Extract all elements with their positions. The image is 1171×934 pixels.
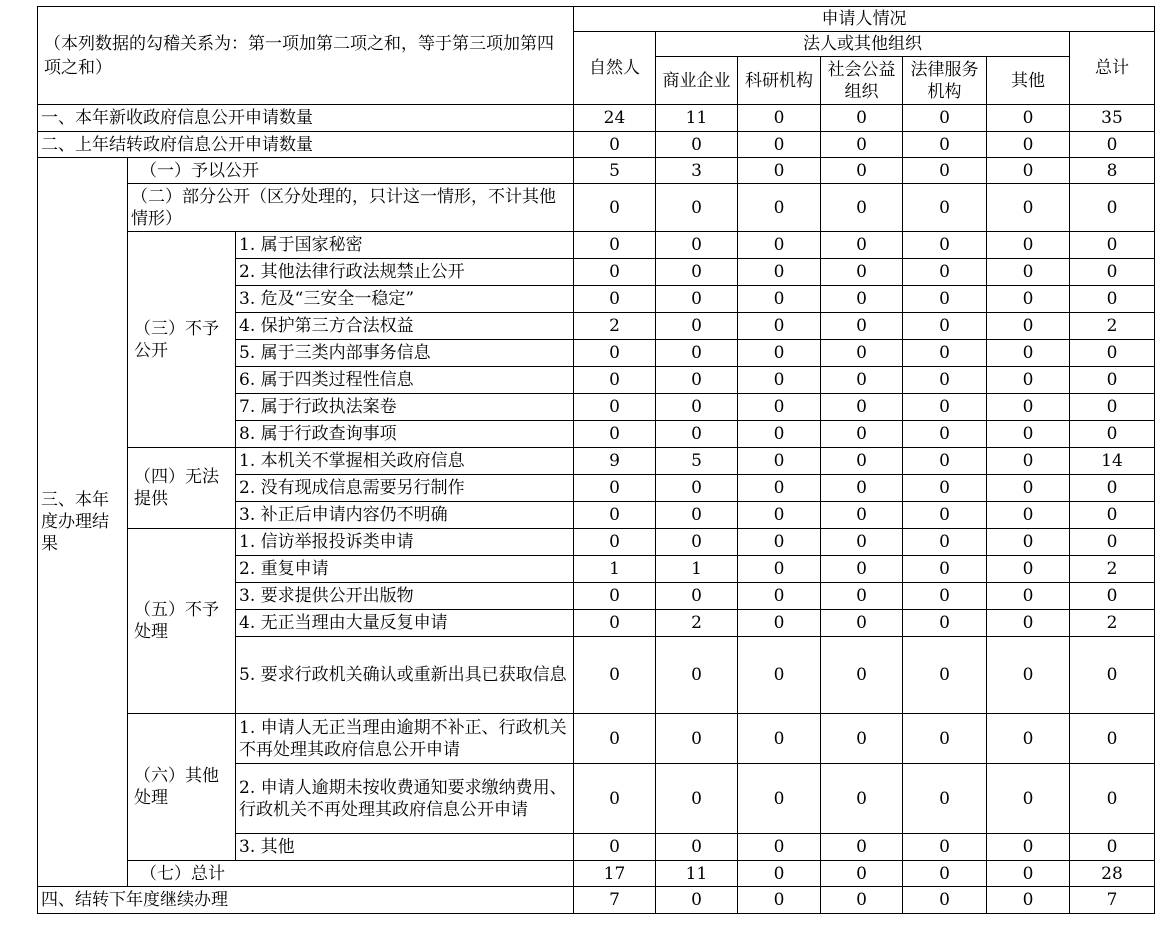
value-cell: 0 [656, 286, 738, 313]
value-cell: 0 [738, 475, 821, 502]
value-cell: 0 [903, 529, 987, 556]
value-cell: 0 [821, 394, 903, 421]
header-org-col: 其他 [987, 57, 1070, 105]
value-cell: 0 [574, 529, 656, 556]
value-cell: 0 [1070, 637, 1155, 714]
item-label: 5. 属于三类内部事务信息 [236, 340, 574, 367]
value-cell: 0 [574, 764, 656, 834]
value-cell: 0 [738, 583, 821, 610]
value-cell: 0 [574, 834, 656, 861]
value-cell: 0 [1070, 714, 1155, 764]
value-cell: 0 [903, 714, 987, 764]
item-label: 1. 属于国家秘密 [236, 232, 574, 259]
group-label: （三）不予公开 [128, 232, 236, 448]
value-cell: 0 [821, 448, 903, 475]
value-cell: 0 [1070, 259, 1155, 286]
header-org-col: 法律服务机构 [903, 57, 987, 105]
item-label: 4. 无正当理由大量反复申请 [236, 610, 574, 637]
value-cell: 0 [656, 714, 738, 764]
value-cell: 0 [987, 158, 1070, 184]
value-cell: 0 [738, 714, 821, 764]
row-label: 二、上年结转政府信息公开申请数量 [38, 132, 574, 158]
value-cell: 0 [738, 184, 821, 232]
value-cell: 0 [574, 367, 656, 394]
value-cell: 0 [738, 340, 821, 367]
value-cell: 8 [1070, 158, 1155, 184]
value-cell: 0 [574, 184, 656, 232]
value-cell: 0 [738, 105, 821, 132]
value-cell: 0 [987, 861, 1070, 887]
value-cell: 0 [738, 887, 821, 914]
value-cell: 0 [903, 502, 987, 529]
value-cell: 0 [738, 764, 821, 834]
value-cell: 0 [821, 764, 903, 834]
value-cell: 28 [1070, 861, 1155, 887]
value-cell: 0 [903, 232, 987, 259]
value-cell: 0 [656, 421, 738, 448]
value-cell: 0 [738, 232, 821, 259]
value-cell: 0 [987, 834, 1070, 861]
header-org-col: 商业企业 [656, 57, 738, 105]
value-cell: 0 [1070, 502, 1155, 529]
header-natural: 自然人 [574, 32, 656, 105]
value-cell: 0 [1070, 232, 1155, 259]
item-label: 3. 补正后申请内容仍不明确 [236, 502, 574, 529]
value-cell: 0 [987, 475, 1070, 502]
value-cell: 0 [903, 610, 987, 637]
value-cell: 0 [574, 583, 656, 610]
value-cell: 0 [738, 529, 821, 556]
value-cell: 0 [821, 184, 903, 232]
value-cell: 0 [1070, 475, 1155, 502]
value-cell: 0 [903, 105, 987, 132]
value-cell: 2 [1070, 556, 1155, 583]
value-cell: 0 [574, 637, 656, 714]
value-cell: 0 [738, 367, 821, 394]
value-cell: 0 [574, 232, 656, 259]
value-cell: 0 [987, 105, 1070, 132]
value-cell: 0 [987, 259, 1070, 286]
value-cell: 0 [903, 367, 987, 394]
value-cell: 0 [656, 887, 738, 914]
value-cell: 0 [738, 502, 821, 529]
row-label: 一、本年新收政府信息公开申请数量 [38, 105, 574, 132]
group-label: （四）无法提供 [128, 448, 236, 529]
value-cell: 0 [656, 394, 738, 421]
value-cell: 0 [1070, 132, 1155, 158]
value-cell: 3 [656, 158, 738, 184]
value-cell: 0 [574, 475, 656, 502]
value-cell: 2 [656, 610, 738, 637]
item-label: 2. 申请人逾期未按收费通知要求缴纳费用、行政机关不再处理其政府信息公开申请 [236, 764, 574, 834]
item-label: 7. 属于行政执法案卷 [236, 394, 574, 421]
value-cell: 7 [1070, 887, 1155, 914]
value-cell: 0 [821, 714, 903, 764]
item-label: 1. 本机关不掌握相关政府信息 [236, 448, 574, 475]
group-label: （五）不予处理 [128, 529, 236, 714]
value-cell: 0 [656, 529, 738, 556]
item-label: 2. 重复申请 [236, 556, 574, 583]
item-label: 3. 其他 [236, 834, 574, 861]
value-cell: 24 [574, 105, 656, 132]
value-cell: 0 [987, 232, 1070, 259]
value-cell: 0 [738, 610, 821, 637]
value-cell: 14 [1070, 448, 1155, 475]
value-cell: 1 [574, 556, 656, 583]
value-cell: 0 [903, 158, 987, 184]
value-cell: 7 [574, 887, 656, 914]
row-label: （一）予以公开 [128, 158, 574, 184]
value-cell: 0 [1070, 529, 1155, 556]
value-cell: 0 [821, 529, 903, 556]
value-cell: 0 [821, 637, 903, 714]
row-label: （二）部分公开（区分处理的，只计这一情形，不计其他情形） [128, 184, 574, 232]
item-label: 3. 危及“三安全一稳定” [236, 286, 574, 313]
value-cell: 0 [738, 132, 821, 158]
value-cell: 0 [656, 637, 738, 714]
value-cell: 0 [821, 259, 903, 286]
value-cell: 0 [1070, 286, 1155, 313]
value-cell: 0 [987, 394, 1070, 421]
value-cell: 0 [821, 887, 903, 914]
item-label: 1. 信访举报投诉类申请 [236, 529, 574, 556]
value-cell: 0 [821, 610, 903, 637]
value-cell: 0 [1070, 421, 1155, 448]
value-cell: 0 [903, 583, 987, 610]
value-cell: 0 [903, 184, 987, 232]
value-cell: 0 [574, 502, 656, 529]
value-cell: 0 [738, 861, 821, 887]
value-cell: 0 [903, 259, 987, 286]
value-cell: 0 [821, 502, 903, 529]
value-cell: 0 [987, 637, 1070, 714]
value-cell: 0 [987, 610, 1070, 637]
value-cell: 0 [574, 259, 656, 286]
value-cell: 0 [738, 313, 821, 340]
value-cell: 0 [987, 764, 1070, 834]
value-cell: 0 [574, 610, 656, 637]
value-cell: 5 [656, 448, 738, 475]
value-cell: 0 [821, 313, 903, 340]
table-body [38, 7, 1155, 914]
value-cell: 17 [574, 861, 656, 887]
value-cell: 0 [656, 232, 738, 259]
value-cell: 0 [738, 286, 821, 313]
value-cell: 0 [656, 475, 738, 502]
item-label: 2. 其他法律行政法规禁止公开 [236, 259, 574, 286]
value-cell: 0 [738, 834, 821, 861]
value-cell: 0 [656, 259, 738, 286]
value-cell: 2 [1070, 610, 1155, 637]
value-cell: 0 [987, 367, 1070, 394]
header-applicant: 申请人情况 [574, 7, 1155, 32]
value-cell: 0 [987, 184, 1070, 232]
value-cell: 0 [903, 834, 987, 861]
value-cell: 0 [903, 421, 987, 448]
item-label: 1. 申请人无正当理由逾期不补正、行政机关不再处理其政府信息公开申请 [236, 714, 574, 764]
value-cell: 35 [1070, 105, 1155, 132]
value-cell: 0 [903, 764, 987, 834]
header-legal-group: 法人或其他组织 [656, 32, 1070, 57]
value-cell: 0 [903, 556, 987, 583]
value-cell: 0 [903, 861, 987, 887]
item-label: 3. 要求提供公开出版物 [236, 583, 574, 610]
value-cell: 0 [821, 834, 903, 861]
item-label: 4. 保护第三方合法权益 [236, 313, 574, 340]
value-cell: 0 [903, 313, 987, 340]
value-cell: 0 [1070, 764, 1155, 834]
value-cell: 11 [656, 105, 738, 132]
value-cell: 0 [821, 232, 903, 259]
value-cell: 0 [656, 313, 738, 340]
value-cell: 0 [821, 158, 903, 184]
value-cell: 0 [987, 340, 1070, 367]
value-cell: 0 [574, 340, 656, 367]
value-cell: 11 [656, 861, 738, 887]
value-cell: 0 [987, 714, 1070, 764]
value-cell: 0 [656, 764, 738, 834]
value-cell: 0 [656, 132, 738, 158]
value-cell: 0 [656, 834, 738, 861]
value-cell: 0 [574, 421, 656, 448]
value-cell: 0 [987, 502, 1070, 529]
header-org-col: 社会公益组织 [821, 57, 903, 105]
value-cell: 0 [821, 583, 903, 610]
value-cell: 0 [574, 286, 656, 313]
value-cell: 0 [574, 394, 656, 421]
statistics-table [37, 6, 1155, 914]
value-cell: 0 [821, 105, 903, 132]
value-cell: 0 [821, 286, 903, 313]
value-cell: 0 [987, 556, 1070, 583]
value-cell: 1 [656, 556, 738, 583]
item-label: 8. 属于行政查询事项 [236, 421, 574, 448]
value-cell: 0 [987, 132, 1070, 158]
value-cell: 0 [738, 394, 821, 421]
value-cell: 0 [1070, 394, 1155, 421]
group-label: （六）其他处理 [128, 714, 236, 861]
value-cell: 5 [574, 158, 656, 184]
value-cell: 0 [1070, 184, 1155, 232]
value-cell: 0 [903, 475, 987, 502]
value-cell: 0 [821, 367, 903, 394]
value-cell: 0 [987, 313, 1070, 340]
row-label: 四、结转下年度继续办理 [38, 887, 574, 914]
value-cell: 0 [1070, 583, 1155, 610]
header-total: 总计 [1070, 32, 1155, 105]
value-cell: 0 [903, 132, 987, 158]
value-cell: 0 [738, 259, 821, 286]
value-cell: 0 [656, 367, 738, 394]
row-label: （七）总计 [128, 861, 574, 887]
value-cell: 0 [821, 475, 903, 502]
value-cell: 0 [821, 861, 903, 887]
value-cell: 0 [656, 340, 738, 367]
value-cell: 0 [738, 448, 821, 475]
value-cell: 0 [821, 132, 903, 158]
value-cell: 0 [738, 556, 821, 583]
value-cell: 0 [738, 637, 821, 714]
value-cell: 2 [574, 313, 656, 340]
value-cell: 0 [1070, 834, 1155, 861]
header-note: （本列数据的勾稽关系为：第一项加第二项之和，等于第三项加第四项之和） [38, 7, 574, 105]
item-label: 6. 属于四类过程性信息 [236, 367, 574, 394]
value-cell: 0 [903, 394, 987, 421]
value-cell: 0 [987, 529, 1070, 556]
value-cell: 0 [656, 184, 738, 232]
value-cell: 0 [903, 448, 987, 475]
value-cell: 0 [574, 132, 656, 158]
value-cell: 0 [903, 340, 987, 367]
value-cell: 0 [1070, 367, 1155, 394]
value-cell: 0 [987, 583, 1070, 610]
value-cell: 0 [656, 583, 738, 610]
value-cell: 0 [738, 421, 821, 448]
section-3-label: 三、本年度办理结果 [38, 158, 128, 887]
value-cell: 0 [1070, 340, 1155, 367]
value-cell: 0 [738, 158, 821, 184]
value-cell: 0 [987, 286, 1070, 313]
value-cell: 0 [574, 714, 656, 764]
value-cell: 9 [574, 448, 656, 475]
value-cell: 0 [903, 887, 987, 914]
value-cell: 0 [656, 502, 738, 529]
value-cell: 2 [1070, 313, 1155, 340]
item-label: 2. 没有现成信息需要另行制作 [236, 475, 574, 502]
value-cell: 0 [903, 637, 987, 714]
value-cell: 0 [821, 556, 903, 583]
value-cell: 0 [987, 448, 1070, 475]
value-cell: 0 [903, 286, 987, 313]
value-cell: 0 [987, 421, 1070, 448]
header-org-col: 科研机构 [738, 57, 821, 105]
value-cell: 0 [821, 340, 903, 367]
item-label: 5. 要求行政机关确认或重新出具已获取信息 [236, 637, 574, 714]
value-cell: 0 [821, 421, 903, 448]
value-cell: 0 [987, 887, 1070, 914]
